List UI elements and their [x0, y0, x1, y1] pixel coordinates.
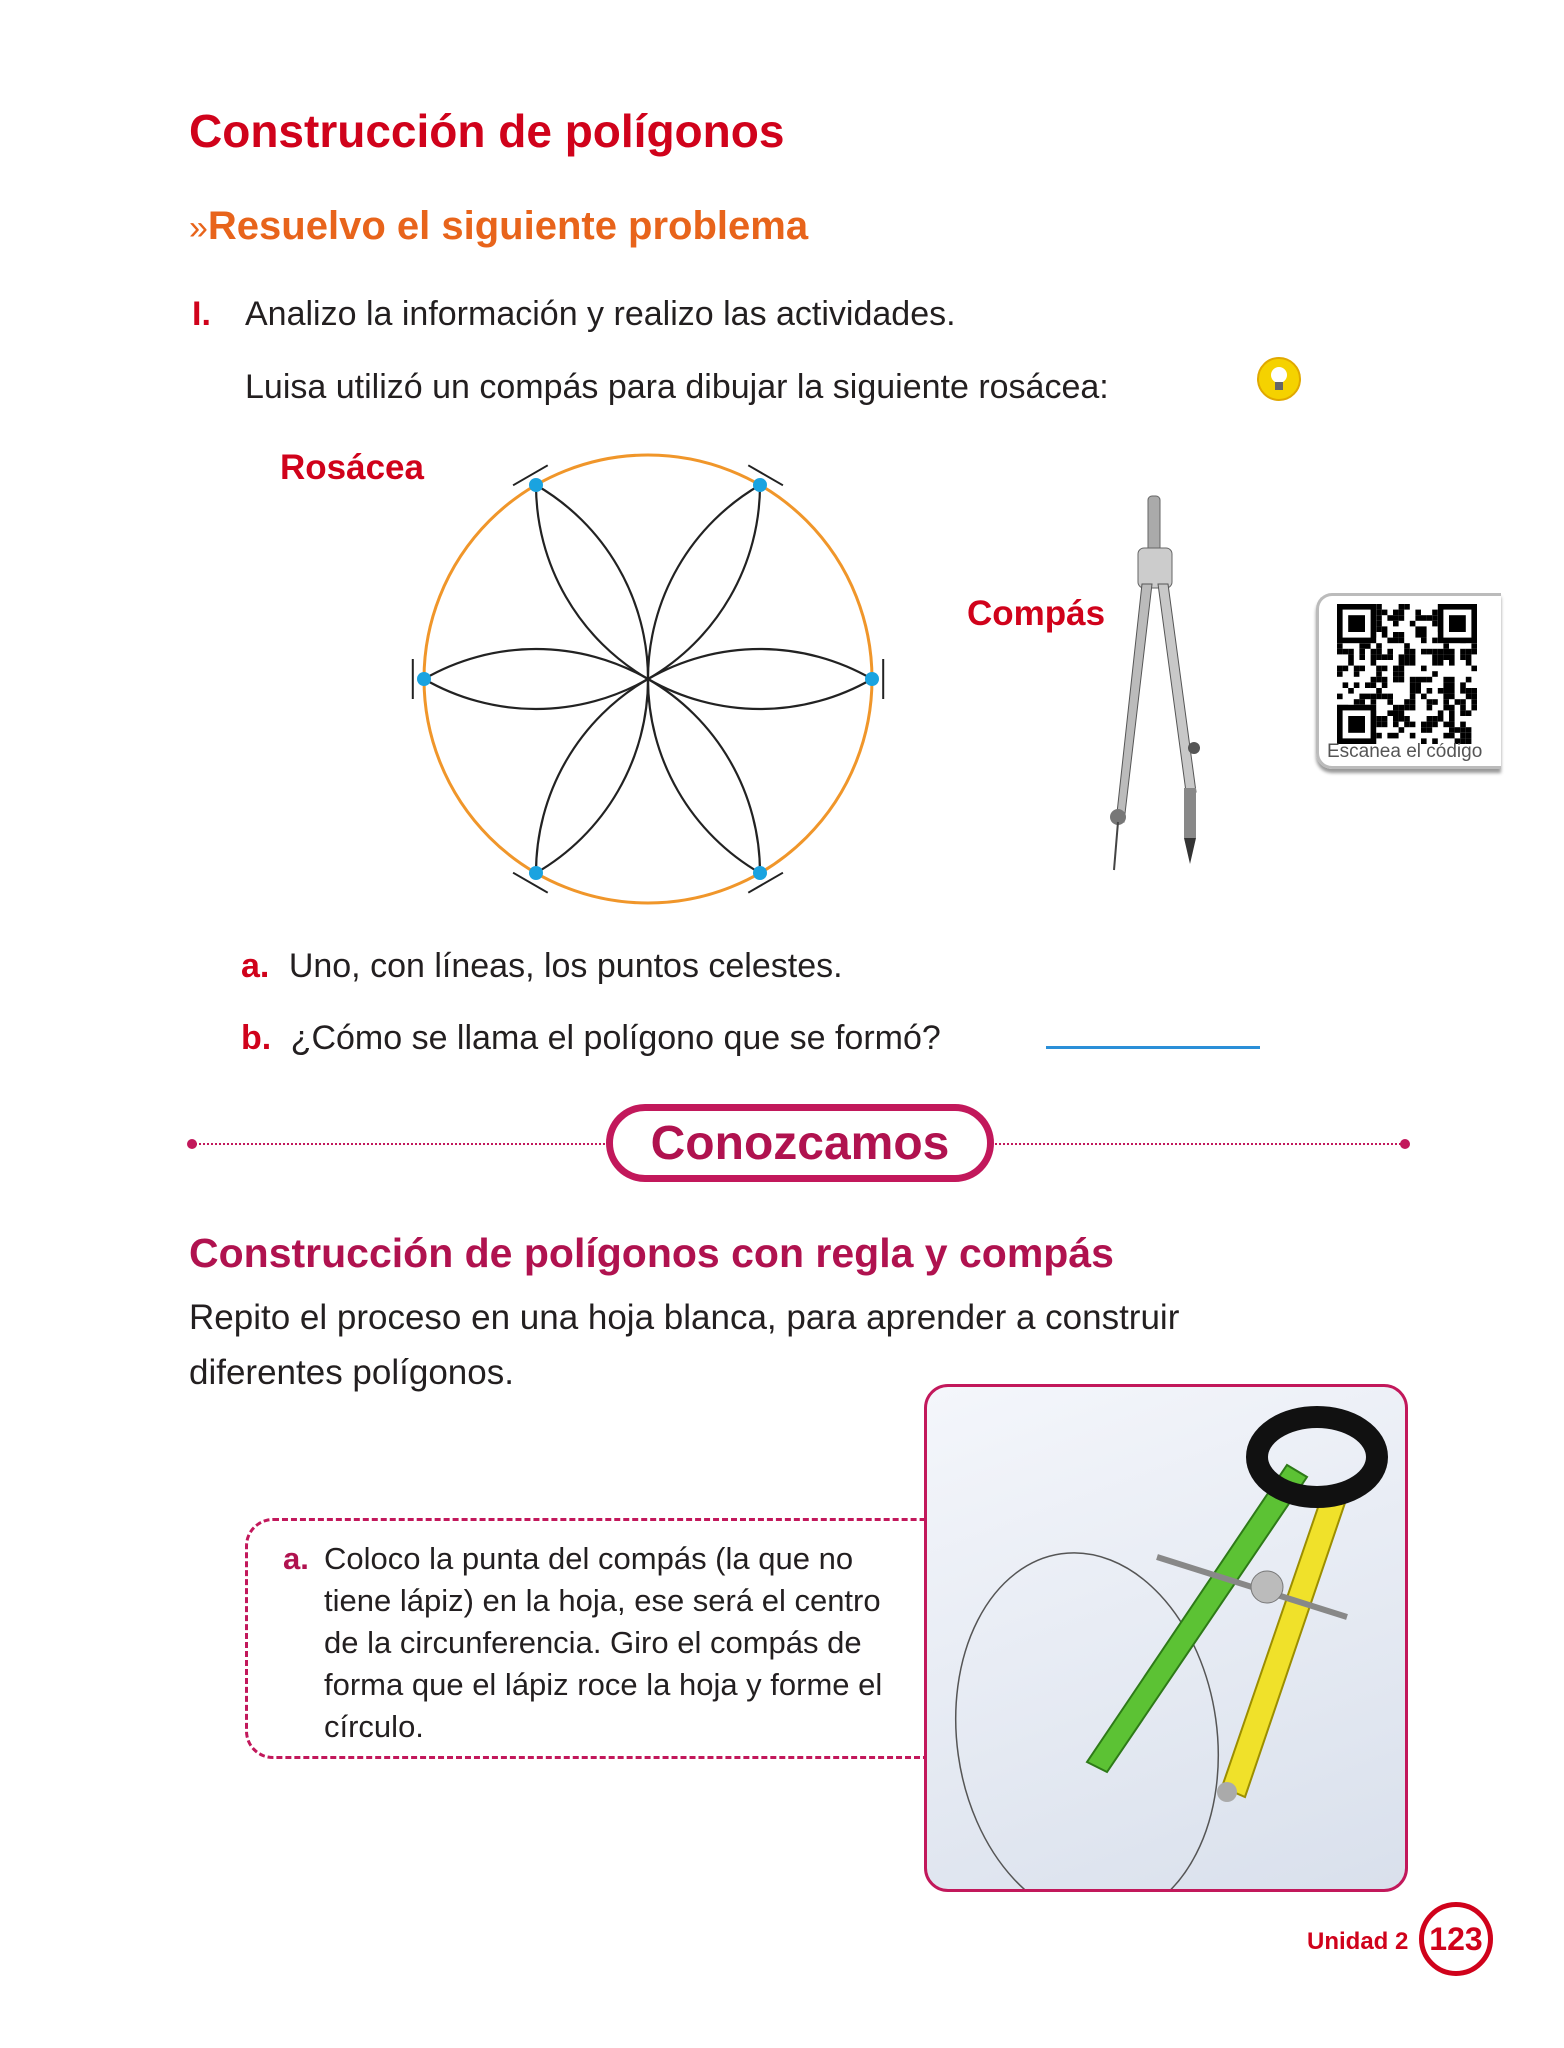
activity-a: a. Uno, con líneas, los puntos celestes.: [241, 947, 843, 985]
compass-image: [1090, 492, 1220, 872]
compass-photo: [924, 1384, 1408, 1892]
light-blue-point: [865, 672, 879, 686]
unit-label: Unidad 2: [1307, 1928, 1409, 1955]
compass-label: Compás: [967, 594, 1106, 633]
light-blue-point: [417, 672, 431, 686]
qr-caption: Escanea el código: [1327, 741, 1483, 762]
answer-blank-line[interactable]: [1046, 1046, 1260, 1049]
chevron-marker: »: [189, 209, 208, 247]
lightbulb-icon[interactable]: [1256, 356, 1302, 402]
page-number: 123: [1419, 1902, 1493, 1976]
petal-arc: [648, 679, 872, 709]
activity-b: b. ¿Cómo se llama el polígono que se formó?: [241, 1019, 941, 1057]
problem-context: Luisa utilizó un compás para dibujar la siguiente rosácea:: [245, 368, 1109, 406]
step-text: a. Coloco la punta del compás (la que no tiene lápiz) en la hoja, ese será el centro de la circunferencia. Giro el compás de forma que el lápiz roce la hoja y forme el círculo.: [283, 1541, 883, 1744]
divider-dot: [1400, 1139, 1410, 1149]
qr-code-card[interactable]: [1316, 593, 1501, 769]
rosette-label: Rosácea: [280, 448, 424, 487]
divider-dot: [187, 1139, 197, 1149]
page-title: Construcción de polígonos: [189, 105, 785, 157]
petal-arc: [424, 679, 648, 709]
light-blue-point: [753, 478, 767, 492]
rosette-figure: [400, 430, 900, 930]
section-paragraph: Repito el proceso en una hoja blanca, para aprender a construir diferentes polígonos.: [189, 1298, 1180, 1392]
subtitle: [189, 204, 808, 249]
light-blue-point: [529, 478, 543, 492]
problem-number: I.: [192, 295, 211, 333]
section-badge: Conozcamos: [606, 1104, 994, 1182]
petal-arc: [648, 649, 872, 679]
light-blue-point: [753, 866, 767, 880]
problem-instruction: Analizo la información y realizo las actividades.: [245, 295, 956, 333]
section-heading: Construcción de polígonos con regla y compás: [189, 1230, 1114, 1276]
qr-code-icon: [1337, 604, 1477, 744]
subtitle-text: Resuelvo el siguiente problema: [207, 204, 809, 248]
petal-arc: [424, 649, 648, 679]
light-blue-point: [529, 866, 543, 880]
